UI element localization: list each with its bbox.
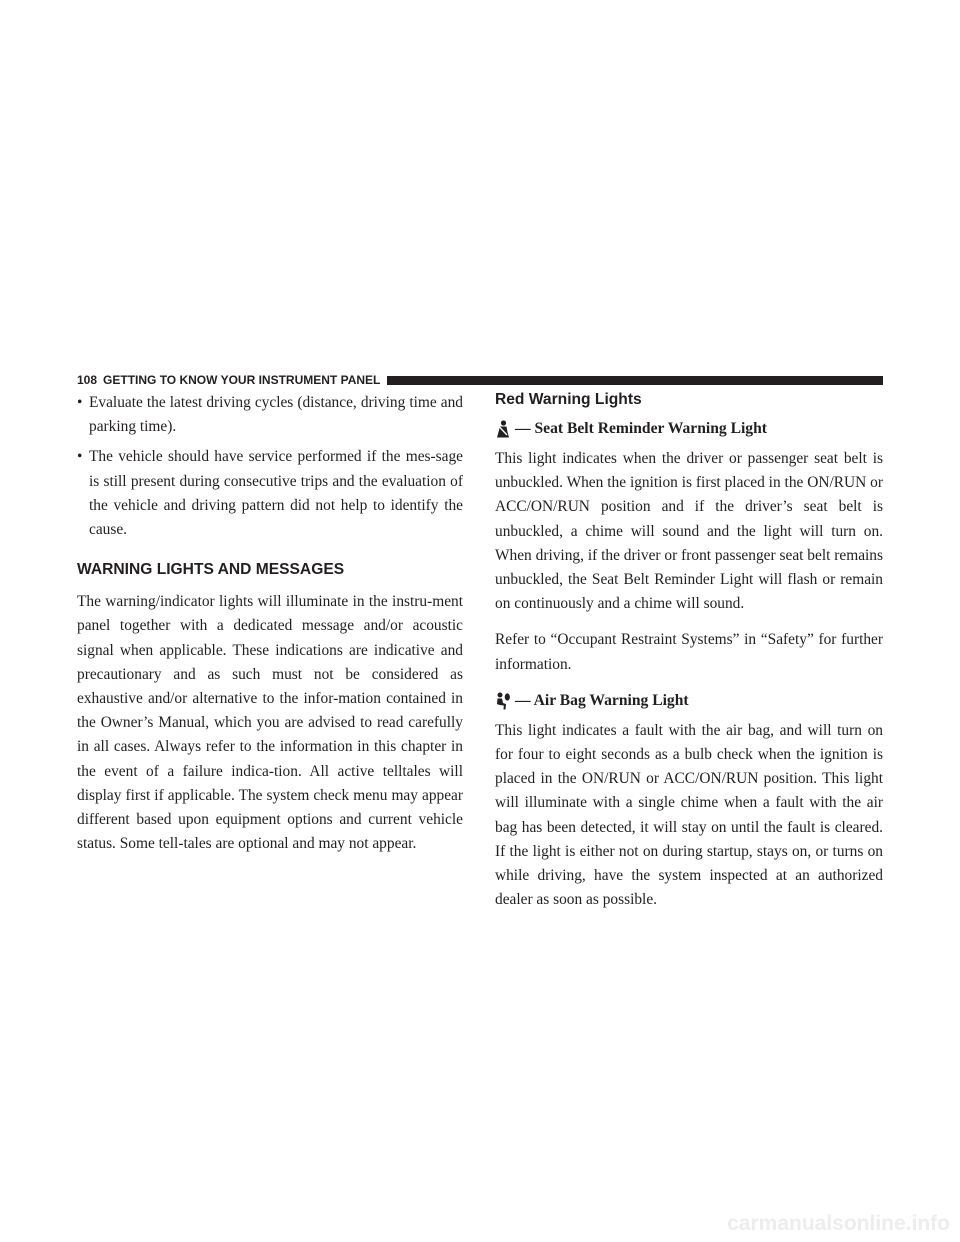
air-bag-body: This light indicates a fault with the air bag, and will turn on for four to eight seconds as a bulb check when the ignition is placed in the ON/RUN or ACC/ON/RUN position. This light will illuminate with a single chime when a fault with the air bag has been detected, it will stay on until the fault is cleared. If the light is either not on during startup, stays on, or turns on while driving, have the system inspected at an authorized dealer as soon as possible.: [495, 721, 883, 909]
seat-belt-title-text: — Seat Belt Reminder Warning Light: [515, 420, 767, 437]
bullet-text: The vehicle should have service performed if the mes-sage is still present during consecutive trips and the evaluation of the vehicle and driving pattern did not help to identify the cause.: [89, 448, 463, 539]
bullet-text: Evaluate the latest driving cycles (distance, driving time and parking time).: [89, 394, 463, 436]
seat-belt-icon: [495, 420, 511, 438]
seat-belt-refer: Refer to “Occupant Restraint Systems” in “Safety” for further information.: [495, 631, 883, 673]
header-rule: [387, 376, 883, 385]
watermark: carmanualsonline.info: [727, 1212, 950, 1235]
air-bag-title: [495, 689, 883, 713]
right-column: [495, 391, 883, 912]
bullet-item: [77, 391, 463, 439]
air-bag-icon: [495, 692, 511, 710]
bullet-item: [77, 445, 463, 542]
page-number: 108: [77, 373, 98, 387]
seat-belt-body: This light indicates when the driver or passenger seat belt is unbuckled. When the ignition is first placed in the ON/RUN or ACC/ON/RUN position and if the driver’s seat belt is unbuckled, a chime will sound and the light will turn on. When driving, if the driver or front passenger seat belt remains unbuckled, the Seat Belt Reminder Light will flash or remain on continuously and a chime will sound.: [495, 450, 883, 613]
air-bag-title-text: — Air Bag Warning Light: [515, 691, 689, 709]
section-title: GETTING TO KNOW YOUR INSTRUMENT PANEL: [103, 373, 381, 387]
red-warning-heading: Red Warning Lights: [495, 391, 642, 408]
left-column: [77, 391, 463, 856]
section-heading: WARNING LIGHTS AND MESSAGES: [77, 561, 345, 579]
page-header: [77, 372, 883, 388]
seat-belt-title: [495, 417, 883, 441]
bullet-dot: •: [77, 394, 83, 411]
section-body: The warning/indicator lights will illuminate in the instru-ment panel together with a dedicated message and/or acoustic signal when applicable. These indications are indicative and precautionary and as such must not be considered as exhaustive and/or alternative to the infor-mation contained in the Owner’s Manual, which you are advised to read carefully in all cases. Always refer to the information in this chapter in the event of a failure indica-tion. All active telltales will display first if applicable. The system check menu may appear different based upon equipment options and current vehicle status. Some tell-tales are optional and may not appear.: [77, 593, 463, 853]
bullet-dot: •: [77, 448, 83, 466]
